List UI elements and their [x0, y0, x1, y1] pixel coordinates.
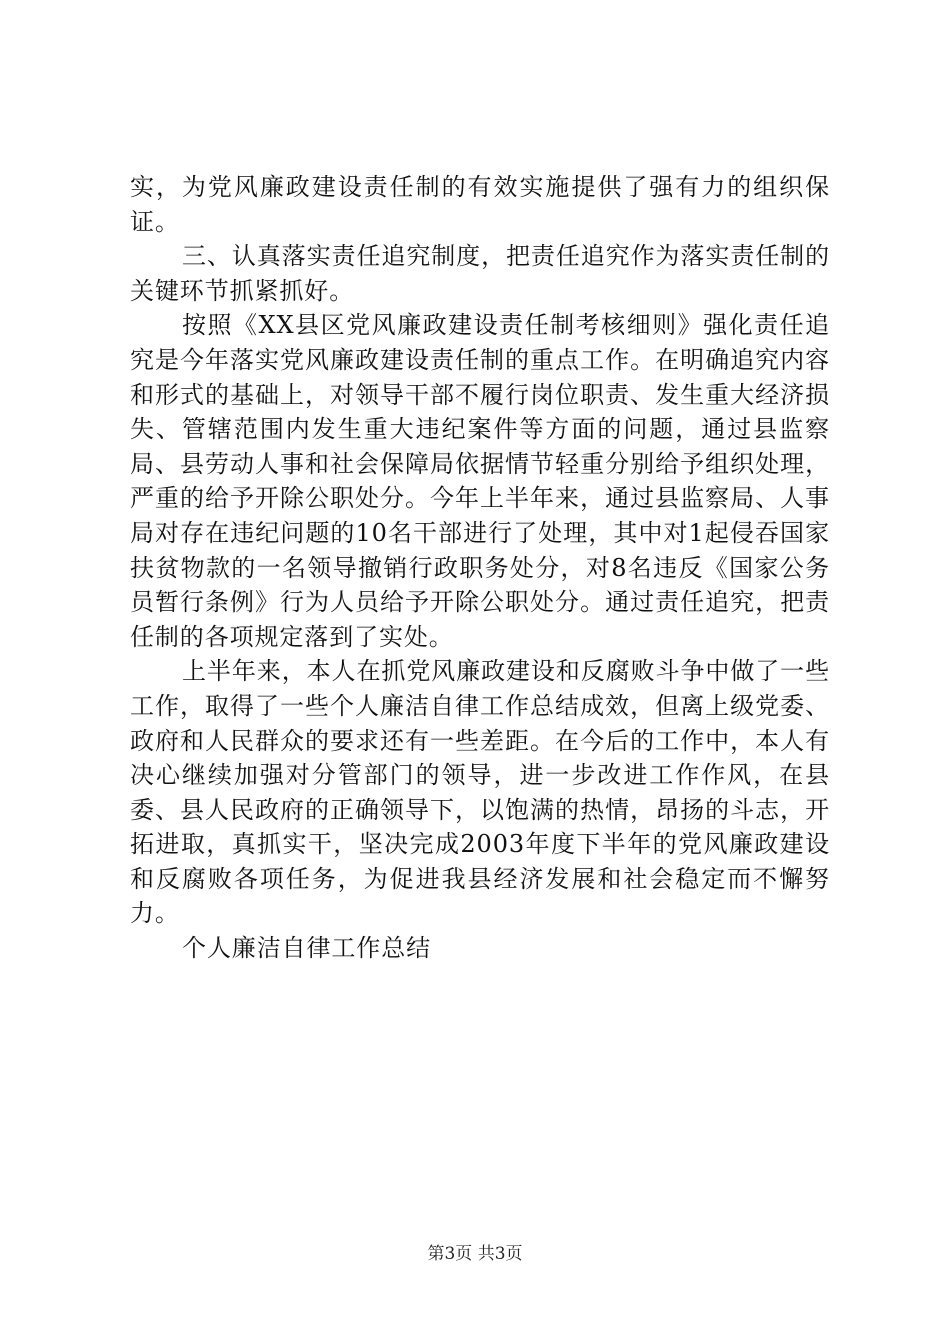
section-heading-three: 三、认真落实责任追究制度，把责任追究作为落实责任制的关键环节抓紧抓好。 [130, 242, 830, 305]
paragraph-summary: 上半年来，本人在抓党风廉政建设和反腐败斗争中做了一些工作，取得了一些个人廉洁自律工作总结成效，但离上级党委、政府和人民群众的要求还有一些差距。在今后的工作中，本人有决心继续加强对分管部门的领导，进一步改进工作作风，在县委、县人民政府的正确领导下，以饱满的热情，昂扬的斗志，开拓进取，真抓实干，坚决完成2003年度下半年的党风廉政建设和反腐败各项任务，为促进我县经济发展和社会稳定而不懈努力。 [130, 657, 830, 928]
paragraph-accountability: 按照《XX县区党风廉政建设责任制考核细则》强化责任追究是今年落实党风廉政建设责任制的重点工作。在明确追究内容和形式的基础上，对领导干部不履行岗位职责、发生重大经济损失、管辖范围内发生重大违纪案件等方面的问题，通过县监察局、县劳动人事和社会保障局依据情节轻重分别给予组织处理，严重的给予开除公职处分。今年上半年来，通过县监察局、人事局对存在违纪问题的10名干部进行了处理，其中对1起侵吞国家扶贫物款的一名领导撤销行政职务处分，对8名违反《国家公务员暂行条例》行为人员给予开除公职处分。通过责任追究，把责任制的各项规定落到了实处。 [130, 311, 830, 651]
document-body [130, 170, 830, 966]
closing-title: 个人廉洁自律工作总结 [182, 934, 431, 963]
page-footer: 第3页 共3页 [427, 1244, 523, 1264]
paragraph-continuation: 实，为党风廉政建设责任制的有效实施提供了强有力的组织保证。 [130, 173, 830, 236]
